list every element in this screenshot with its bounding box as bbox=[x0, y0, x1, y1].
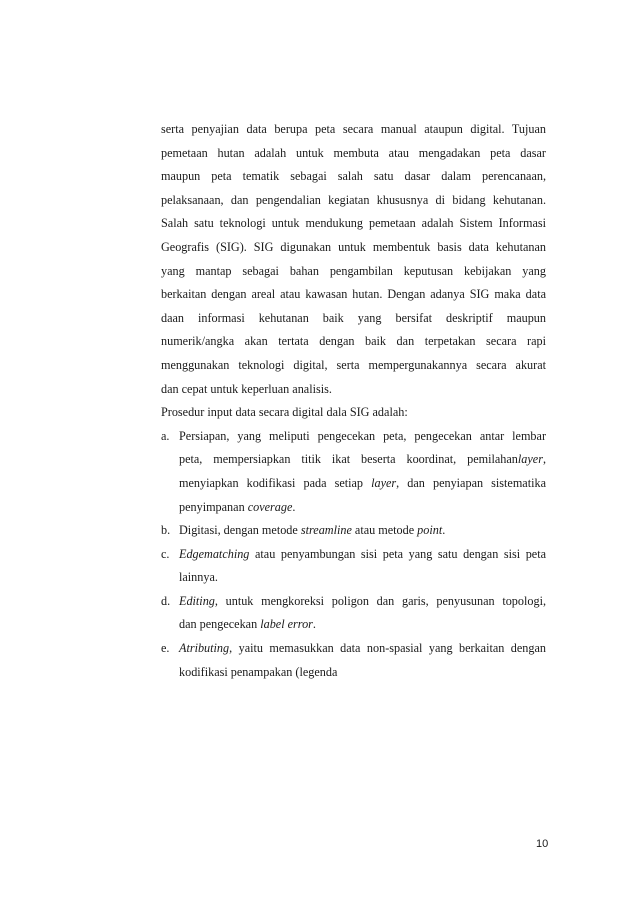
text-run: , bbox=[542, 452, 546, 467]
text-run: , yaitu memasukkan data non-spasial yang berkaitan dengan bbox=[229, 641, 546, 656]
text-run: . bbox=[442, 523, 446, 538]
body-text bbox=[161, 118, 546, 684]
paragraph-line: berkaitan dengan areal atau kawasan hutan. Dengan adanya SIG maka data bbox=[161, 287, 546, 302]
list-item-e bbox=[161, 637, 546, 684]
list-item-label: b. bbox=[161, 523, 171, 538]
italic-term: layer bbox=[517, 452, 543, 467]
list-item-line bbox=[179, 590, 546, 614]
paragraph-line: yang mantap sebagai bahan pengambilan keputusan kebijakan yang bbox=[161, 263, 546, 278]
paragraph-line: pemetaan hutan adalah untuk membuta atau mengadakan peta dasar bbox=[161, 145, 546, 160]
paragraph-line: dan cepat untuk keperluan analisis. bbox=[161, 381, 332, 396]
text-run: . bbox=[292, 499, 296, 514]
list-item-label: e. bbox=[161, 641, 170, 656]
list-item-line: kodifikasi penampakan (legenda bbox=[179, 664, 338, 679]
text-run: , untuk mengkoreksi poligon dan garis, penyusunan topologi, bbox=[214, 593, 546, 608]
list-item-line: Persiapan, yang meliputi pengecekan peta, pengecekan antar lembar bbox=[179, 428, 546, 443]
italic-term: Edgematching bbox=[179, 546, 250, 561]
text-run: . bbox=[312, 617, 316, 632]
list-item-line: lainnya. bbox=[179, 570, 218, 585]
paragraph-line: maupun peta tematik sebagai salah satu dasar dalam perencanaan, bbox=[161, 169, 546, 184]
paragraph-line: pelaksanaan, dan pengendalian kegiatan khususnya di bidang kehutanan. bbox=[161, 192, 546, 207]
list-item-c bbox=[161, 543, 546, 590]
list-item-a bbox=[161, 425, 546, 519]
text-run: atau penyambungan sisi peta yang satu dengan sisi peta bbox=[254, 546, 546, 561]
list-item-label: d. bbox=[161, 593, 171, 608]
italic-term: coverage bbox=[247, 499, 293, 514]
list-item-line bbox=[179, 496, 546, 520]
text-run: , dan penyiapan sistematika bbox=[396, 475, 546, 490]
paragraph-line: serta penyajian data berupa peta secara manual ataupun digital. Tujuan bbox=[161, 122, 546, 136]
list-item-label: a. bbox=[161, 428, 170, 443]
list-item-line bbox=[179, 448, 546, 472]
text-run: atau metode bbox=[354, 523, 415, 538]
list-item-label: c. bbox=[161, 546, 170, 561]
list-item-b bbox=[161, 519, 546, 543]
list-item-line bbox=[179, 519, 546, 543]
text-run: peta, mempersiapkan titik ikat beserta koordinat, pemilahan bbox=[179, 452, 518, 467]
paragraph-line: menggunakan teknologi digital, serta mempergunakannya secara akurat bbox=[161, 357, 546, 372]
paragraph-line: Geografis (SIG). SIG digunakan untuk membentuk basis data kehutanan bbox=[161, 239, 546, 254]
procedure-intro: Prosedur input data secara digital dala SIG adalah: bbox=[161, 405, 408, 420]
list-item-line bbox=[179, 637, 546, 661]
list-item-d bbox=[161, 590, 546, 637]
text-run: penyimpanan bbox=[179, 499, 245, 514]
paragraph-line: daan informasi kehutanan baik yang bersifat deskriptif maupun bbox=[161, 310, 546, 325]
list-item-line bbox=[179, 472, 546, 496]
italic-term: label error bbox=[260, 617, 313, 632]
page-number: 10 bbox=[536, 838, 549, 850]
italic-term: Editing bbox=[179, 593, 215, 608]
text-run: dan pengecekan bbox=[179, 617, 258, 632]
text-run: Digitasi, dengan metode bbox=[179, 523, 298, 538]
list-item-line bbox=[179, 543, 546, 567]
italic-term: streamline bbox=[300, 523, 352, 538]
italic-term: Atributing bbox=[179, 641, 230, 656]
italic-term: point bbox=[417, 523, 443, 538]
paragraph-line: Salah satu teknologi untuk mendukung pemetaan adalah Sistem Informasi bbox=[161, 216, 546, 231]
list-item-line bbox=[179, 613, 546, 637]
paragraph-line: numerik/angka akan tertata dengan baik dan terpetakan secara rapi bbox=[161, 334, 546, 349]
italic-term: layer bbox=[371, 475, 397, 490]
text-run: menyiapkan kodifikasi pada setiap bbox=[179, 475, 364, 490]
paragraph-main bbox=[161, 118, 546, 401]
